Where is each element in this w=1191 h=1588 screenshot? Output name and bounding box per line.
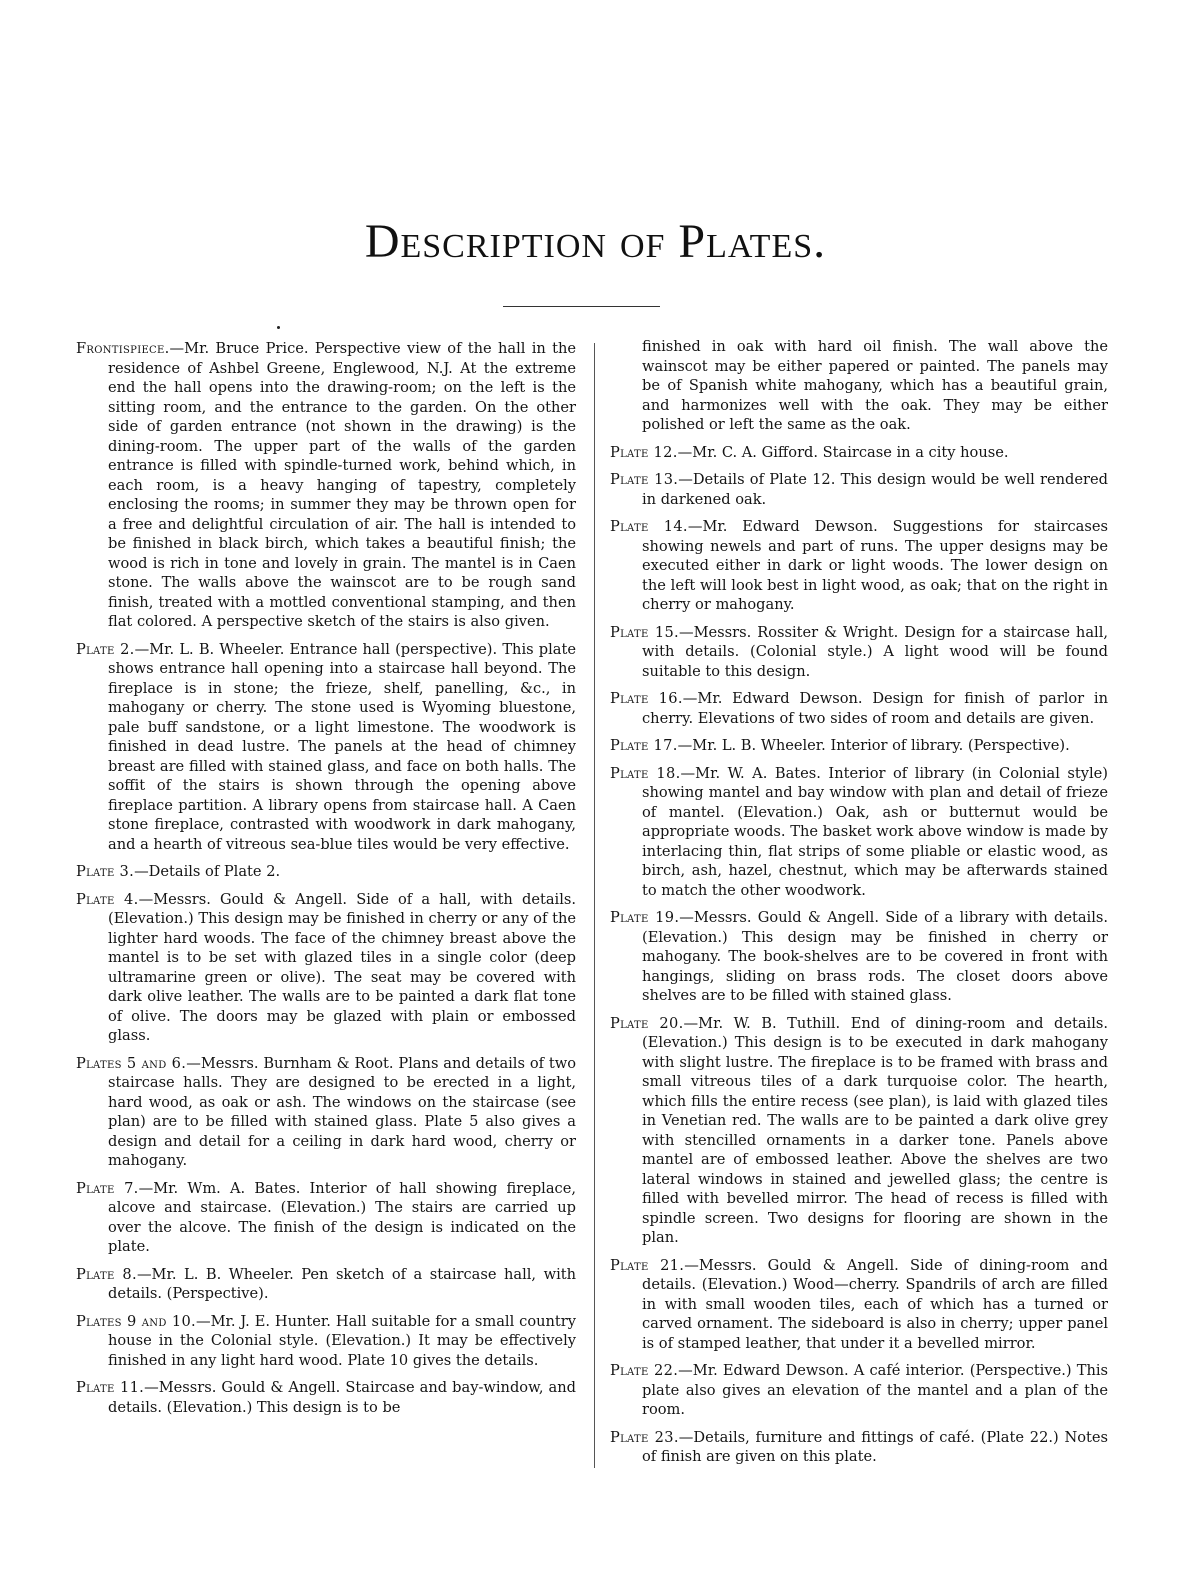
title-rule (503, 306, 660, 307)
plate-entry-22: Plate 22.—Mr. Edward Dewson. A café interior. (Perspective.) This plate also gives an elevation of the mantel and a plan of the room. (610, 1362, 1109, 1418)
plate-entry-23: Plate 23.—Details, furniture and fittings of café. (Plate 22.) Notes of finish are given on this plate. (610, 1428, 1109, 1465)
plate-entry-2: Plate 2.—Mr. L. B. Wheeler. Entrance hall (perspective). This plate shows entrance hall opening into a staircase hall beyond. The fireplace is in stone; the frieze, shelf, panelling, &c., in mahogany or cherry. The stone used is Wyoming bluestone, pale buff sandstone, or a light limestone. The woodwork is finished in dead lustre. The panels at the head of chimney breast are filled with stained glass, and face on both halls. The soffit of the stairs is shown through the opening above fireplace partition. A library opens from staircase hall. A Caen stone fireplace, contrasted with woodwork in dark mahogany, and a hearth of vitreous sea-blue tiles would be very effective. (76, 640, 576, 853)
ornament-dot (277, 326, 280, 329)
plate-entry-13: Plate 13.—Details of Plate 12. This design would be well rendered in darkened oak. (610, 471, 1108, 508)
right-column (610, 337, 1108, 1475)
plate-entry-5-6: Plates 5 and 6.—Messrs. Burnham & Root. Plans and details of two staircase halls. They are designed to be erected in a light, hard wood, as oak or ash. The windows on the staircase (see plan) are to be filled with stained glass. Plate 5 also gives a design and detail for a ceiling in dark hard wood, cherry or mahogany. (76, 1054, 576, 1169)
plate-entry-3: Plate 3.—Details of Plate 2. (76, 863, 281, 880)
plate-entry-12: Plate 12.—Mr. C. A. Gifford. Staircase in a city house. (610, 443, 1009, 461)
plate-entry-17: Plate 17.—Mr. L. B. Wheeler. Interior of library. (Perspective). (610, 737, 1070, 754)
plate-entry-frontispiece: Frontispiece.—Mr. Bruce Price. Perspective view of the hall in the residence of Ashbel Greene, Englewood, N.J. At the extreme end the hall opens into the drawing-room; on the left is the sitting room, and the entrance to the garden. On the other side of garden entrance (not shown in the drawing) is the dining-room. The upper part of the walls of the garden entrance is filled with spindle-turned work, behind which, in each room, is a heavy hanging of tapestry, completely enclosing the rooms; in summer they may be thrown open for a free and delightful circulation of air. The hall is intended to be finished in black birch, which takes a beautiful finish; the wood is rich in tone and lovely in grain. The mantel is in Caen stone. The walls above the wainscot are to be rough sand finish, treated with a mottled conventional stamping, and then flat colored. A perspective sketch of the stairs is also given. (76, 340, 576, 630)
plate-entry-20: Plate 20.—Mr. W. B. Tuthill. End of dining-room and details. (Elevation.) This design is to be executed in dark mahogany with slight lustre. The fireplace is to be framed with brass and small vitreous tiles of a dark turquoise color. The hearth, which fills the entire recess (see plan), is laid with glazed tiles in Venetian red. The walls are to be painted a dark olive grey with stencilled ornaments in a darker tone. Panels above mantel are of embossed leather. Above the shelves are two lateral windows in stained and jewelled glass; the centre is filled with bevelled mirror. The head of recess is filled with spindle screen. Two designs for flooring are shown in the plan. (610, 1014, 1108, 1246)
plate-entry-11-continued: finished in oak with hard oil finish. The wall above the wainscot may be either papered or painted. The panels may be of Spanish white mahogany, which has a beautiful grain, and harmonizes well with the oak. They may be either polished or left the same as the oak. (642, 338, 1108, 433)
plate-entry-14: Plate 14.—Mr. Edward Dewson. Suggestions for staircases showing newels and part of runs. The upper designs may be executed either in dark or light woods. The lower design on the left will look best in light wood, as oak; that on the right in cherry or mahogany. (610, 518, 1109, 613)
plate-entry-4: Plate 4.—Messrs. Gould & Angell. Side of a hall, with details. (Elevation.) This design may be finished in cherry or any of the lighter hard woods. The face of the chimney breast above the mantel is to be set with glazed tiles in a single color (deep ultramarine green or olive). The seat may be covered with dark olive leather. The walls are to be painted a dark flat tone of olive. The doors may be glazed with plain or embossed glass. (76, 890, 576, 1044)
plate-entry-8: Plate 8.—Mr. L. B. Wheeler. Pen sketch of a staircase hall, with details. (Perspective). (76, 1265, 576, 1302)
plate-entry-11: Plate 11.—Messrs. Gould & Angell. Staircase and bay-window, and details. (Elevation.) This design is to be (76, 1379, 576, 1416)
left-column (76, 339, 576, 1425)
plate-entry-21: Plate 21.—Messrs. Gould & Angell. Side of dining-room and details. (Elevation.) Wood—cherry. Spandrils of arch are filled in with small wooden tiles, each of which has a turned or carved ornament. The sideboard is also in cherry; upper panel is of stamped leather, that under it a bevelled mirror. (610, 1256, 1108, 1352)
plate-entry-15: Plate 15.—Messrs. Rossiter & Wright. Design for a staircase hall, with details. (Colonial style.) A light wood will be found suitable to this design. (610, 623, 1108, 680)
plate-entry-9-10: Plates 9 and 10.—Mr. J. E. Hunter. Hall suitable for a small country house in the Colonial style. (Elevation.) It may be effectively finished in any light hard wood. Plate 10 gives the details. (76, 1312, 576, 1369)
page-title: Description of Plates. (364, 215, 827, 268)
plate-entry-16: Plate 16.—Mr. Edward Dewson. Design for finish of parlor in cherry. Elevations of two sides of room and details are given. (610, 690, 1108, 727)
column-divider (594, 343, 595, 1468)
plate-entry-7: Plate 7.—Mr. Wm. A. Bates. Interior of hall showing fireplace, alcove and staircase. (Elevation.) The stairs are carried up over the alcove. The finish of the design is indicated on the plate. (76, 1179, 576, 1255)
plate-entry-18: Plate 18.—Mr. W. A. Bates. Interior of library (in Colonial style) showing mantel and bay window with plan and detail of frieze of mantel. (Elevation.) Oak, ash or butternut would be appropriate woods. The basket work above window is made by interlacing thin, flat strips of some pliable or elastic wood, as birch, ash, hazel, chestnut, which may be afterwards stained to match the other woodwork. (610, 764, 1108, 899)
plate-entry-19: Plate 19.—Messrs. Gould & Angell. Side of a library with details. (Elevation.) This design may be finished in cherry or mahogany. The book-shelves are to be covered in front with hangings, sliding on brass rods. The closet doors above shelves are to be filled with stained glass. (610, 909, 1108, 1004)
